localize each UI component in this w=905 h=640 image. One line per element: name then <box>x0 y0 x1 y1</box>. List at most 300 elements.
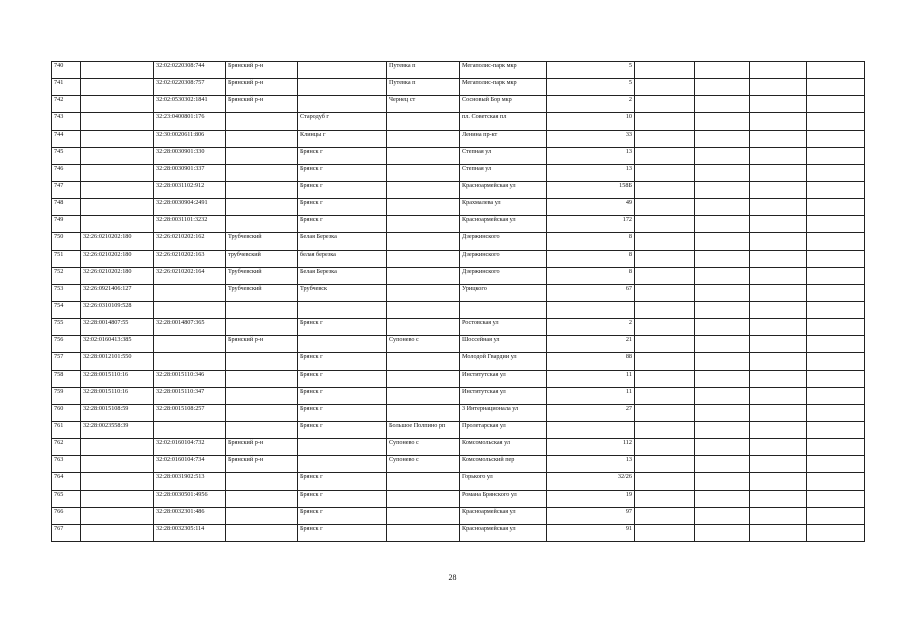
cell-land-parcel-number <box>81 62 154 79</box>
cell-empty <box>807 96 865 113</box>
cell-row-number: 749 <box>52 216 81 233</box>
cell-street: Пролетарская ул <box>460 421 547 438</box>
cell-house-number: 67 <box>547 284 635 301</box>
cell-empty <box>807 233 865 250</box>
cell-district <box>226 181 298 198</box>
cell-empty <box>695 473 750 490</box>
cell-district: Брянский р-н <box>226 336 298 353</box>
cell-empty <box>807 456 865 473</box>
cell-house-number: 2 <box>547 96 635 113</box>
cell-empty <box>807 404 865 421</box>
table-row <box>52 216 865 233</box>
cell-street: Дзержинского <box>460 267 547 284</box>
table-row <box>52 353 865 370</box>
cell-street: Институтская ул <box>460 370 547 387</box>
cell-row-number: 741 <box>52 79 81 96</box>
cell-empty <box>807 301 865 318</box>
cell-land-parcel-number <box>81 79 154 96</box>
cell-house-number: 5 <box>547 62 635 79</box>
cell-house-number: 158Б <box>547 181 635 198</box>
cell-empty <box>807 113 865 130</box>
cell-empty <box>695 216 750 233</box>
cell-street: Комсомольский пер <box>460 456 547 473</box>
cell-street: Ростовская ул <box>460 319 547 336</box>
cell-empty <box>695 353 750 370</box>
cell-city: Брянск г <box>298 164 387 181</box>
cell-house-number: 8 <box>547 267 635 284</box>
cell-house-number <box>547 301 635 318</box>
cell-cadastral-number: 32:28:0030901:330 <box>154 147 226 164</box>
cell-district <box>226 404 298 421</box>
cell-land-parcel-number: 32:26:0210202:180 <box>81 267 154 284</box>
cell-settlement <box>387 216 460 233</box>
records-table-body <box>52 62 865 542</box>
cell-empty <box>695 181 750 198</box>
cell-empty <box>807 370 865 387</box>
cell-district <box>226 387 298 404</box>
cell-empty <box>750 336 807 353</box>
cell-row-number: 763 <box>52 456 81 473</box>
cell-empty <box>750 284 807 301</box>
cell-cadastral-number <box>154 336 226 353</box>
cell-district: Брянский р-н <box>226 456 298 473</box>
table-row <box>52 456 865 473</box>
cell-cadastral-number: 32:26:0210202:162 <box>154 233 226 250</box>
cell-city: Брянск г <box>298 199 387 216</box>
cell-empty <box>635 404 695 421</box>
cell-city <box>298 79 387 96</box>
cell-street: Крахмалева ул <box>460 199 547 216</box>
cell-land-parcel-number: 32:26:0310109:528 <box>81 301 154 318</box>
cell-street: Романа Брянского ул <box>460 490 547 507</box>
cell-empty <box>695 113 750 130</box>
cell-settlement <box>387 199 460 216</box>
cell-cadastral-number: 32:26:0210202:163 <box>154 250 226 267</box>
cell-land-parcel-number <box>81 507 154 524</box>
cell-empty <box>635 233 695 250</box>
cell-district <box>226 216 298 233</box>
cell-house-number: 32/26 <box>547 473 635 490</box>
cell-empty <box>635 421 695 438</box>
cell-row-number: 756 <box>52 336 81 353</box>
cell-city <box>298 456 387 473</box>
cell-city: белая березка <box>298 250 387 267</box>
cell-empty <box>635 113 695 130</box>
cell-settlement: Супонево с <box>387 456 460 473</box>
cell-house-number: 2 <box>547 319 635 336</box>
cell-cadastral-number: 32:02:0220308:744 <box>154 62 226 79</box>
cell-cadastral-number <box>154 284 226 301</box>
cell-cadastral-number <box>154 421 226 438</box>
cell-row-number: 745 <box>52 147 81 164</box>
cell-land-parcel-number: 32:28:0015110:16 <box>81 387 154 404</box>
table-row <box>52 421 865 438</box>
table-row <box>52 62 865 79</box>
cell-city: Брянск г <box>298 524 387 541</box>
cell-empty <box>807 62 865 79</box>
cell-empty <box>807 353 865 370</box>
cell-row-number: 760 <box>52 404 81 421</box>
cell-house-number: 21 <box>547 336 635 353</box>
cell-cadastral-number: 32:23:0400801:176 <box>154 113 226 130</box>
cell-house-number: 13 <box>547 147 635 164</box>
cell-row-number: 752 <box>52 267 81 284</box>
cell-settlement: Большое Полпино рп <box>387 421 460 438</box>
cell-cadastral-number: 32:28:0015108:257 <box>154 404 226 421</box>
cell-empty <box>750 164 807 181</box>
cell-settlement <box>387 370 460 387</box>
cell-settlement <box>387 404 460 421</box>
cell-city: Брянск г <box>298 353 387 370</box>
cell-empty <box>807 250 865 267</box>
cell-row-number: 750 <box>52 233 81 250</box>
cell-empty <box>750 216 807 233</box>
cell-district: Трубчевский <box>226 284 298 301</box>
cell-cadastral-number: 32:02:0220308:757 <box>154 79 226 96</box>
cell-row-number: 766 <box>52 507 81 524</box>
cell-land-parcel-number <box>81 473 154 490</box>
cell-city: Брянск г <box>298 473 387 490</box>
cell-land-parcel-number <box>81 490 154 507</box>
cell-empty <box>750 490 807 507</box>
table-row <box>52 301 865 318</box>
cell-house-number: 91 <box>547 524 635 541</box>
cell-empty <box>807 490 865 507</box>
cell-city: Клинцы г <box>298 130 387 147</box>
cell-cadastral-number: 32:02:0530302:1841 <box>154 96 226 113</box>
cell-empty <box>750 404 807 421</box>
cell-city: Брянск г <box>298 421 387 438</box>
cell-settlement: Супонево с <box>387 336 460 353</box>
cell-empty <box>635 370 695 387</box>
table-row <box>52 113 865 130</box>
cell-empty <box>807 507 865 524</box>
table-row <box>52 490 865 507</box>
cell-settlement <box>387 284 460 301</box>
cell-empty <box>635 524 695 541</box>
table-row <box>52 439 865 456</box>
cell-house-number: 19 <box>547 490 635 507</box>
cell-land-parcel-number <box>81 439 154 456</box>
cell-district: Трубчевский <box>226 233 298 250</box>
cell-land-parcel-number <box>81 456 154 473</box>
cell-empty <box>807 216 865 233</box>
cell-row-number: 765 <box>52 490 81 507</box>
cell-empty <box>695 404 750 421</box>
cell-empty <box>750 301 807 318</box>
cell-cadastral-number <box>154 353 226 370</box>
cell-empty <box>695 250 750 267</box>
cell-settlement <box>387 130 460 147</box>
cell-row-number: 744 <box>52 130 81 147</box>
cell-row-number: 762 <box>52 439 81 456</box>
cell-cadastral-number: 32:28:0032305:114 <box>154 524 226 541</box>
cell-street: Институтская ул <box>460 387 547 404</box>
cell-empty <box>695 456 750 473</box>
cell-empty <box>635 507 695 524</box>
cell-empty <box>750 456 807 473</box>
cell-district <box>226 199 298 216</box>
cell-empty <box>750 353 807 370</box>
cell-empty <box>750 439 807 456</box>
cell-district: Брянский р-н <box>226 62 298 79</box>
cell-empty <box>750 199 807 216</box>
cell-house-number: 13 <box>547 164 635 181</box>
cell-empty <box>695 490 750 507</box>
table-row <box>52 370 865 387</box>
cell-row-number: 767 <box>52 524 81 541</box>
cell-city <box>298 439 387 456</box>
cell-empty <box>695 96 750 113</box>
cell-empty <box>750 387 807 404</box>
cell-empty <box>807 284 865 301</box>
cell-empty <box>807 181 865 198</box>
cell-district <box>226 147 298 164</box>
cell-settlement <box>387 507 460 524</box>
cell-street: Дзержинского <box>460 233 547 250</box>
cell-district <box>226 524 298 541</box>
cell-empty <box>635 250 695 267</box>
cell-empty <box>750 113 807 130</box>
cell-street: Степная ул <box>460 147 547 164</box>
cell-empty <box>635 181 695 198</box>
cell-empty <box>635 301 695 318</box>
cell-house-number: 27 <box>547 404 635 421</box>
cell-city <box>298 336 387 353</box>
cell-empty <box>750 130 807 147</box>
cell-district <box>226 507 298 524</box>
cell-cadastral-number: 32:02:0160104:732 <box>154 439 226 456</box>
cell-empty <box>807 473 865 490</box>
cell-empty <box>695 421 750 438</box>
cell-city <box>298 62 387 79</box>
table-row <box>52 284 865 301</box>
cell-land-parcel-number: 32:26:0921406:127 <box>81 284 154 301</box>
cell-cadastral-number: 32:26:0210202:164 <box>154 267 226 284</box>
cell-land-parcel-number <box>81 181 154 198</box>
cell-city: Трубчевск <box>298 284 387 301</box>
cell-empty <box>807 267 865 284</box>
cell-empty <box>635 336 695 353</box>
page-number: 28 <box>448 573 457 582</box>
cell-empty <box>750 370 807 387</box>
cell-cadastral-number: 32:28:0030501:4956 <box>154 490 226 507</box>
cell-settlement <box>387 524 460 541</box>
cell-street: Степная ул <box>460 164 547 181</box>
cell-empty <box>695 233 750 250</box>
cell-district <box>226 353 298 370</box>
cell-empty <box>807 524 865 541</box>
cell-empty <box>750 421 807 438</box>
cell-row-number: 755 <box>52 319 81 336</box>
cell-empty <box>807 164 865 181</box>
cell-cadastral-number: 32:28:0032301:486 <box>154 507 226 524</box>
cell-empty <box>695 79 750 96</box>
cell-district <box>226 164 298 181</box>
cell-row-number: 740 <box>52 62 81 79</box>
cell-empty <box>635 79 695 96</box>
cell-settlement <box>387 250 460 267</box>
cell-land-parcel-number: 32:26:0210202:180 <box>81 250 154 267</box>
cell-district <box>226 473 298 490</box>
cell-street: Красноармейская ул <box>460 507 547 524</box>
cell-street: Урицкого <box>460 284 547 301</box>
cell-city: Брянск г <box>298 387 387 404</box>
cell-district: трубчевский <box>226 250 298 267</box>
cell-cadastral-number: 32:02:0160104:734 <box>154 456 226 473</box>
cell-empty <box>807 421 865 438</box>
cell-row-number: 759 <box>52 387 81 404</box>
cell-land-parcel-number <box>81 147 154 164</box>
cell-district <box>226 113 298 130</box>
cell-empty <box>695 319 750 336</box>
cell-house-number: 10 <box>547 113 635 130</box>
cell-land-parcel-number <box>81 524 154 541</box>
cell-street: Красноармейская ул <box>460 216 547 233</box>
cell-cadastral-number: 32:28:0030901:337 <box>154 164 226 181</box>
cell-empty <box>635 284 695 301</box>
cell-cadastral-number: 32:28:0015110:347 <box>154 387 226 404</box>
cell-cadastral-number: 32:30:0020611:806 <box>154 130 226 147</box>
cell-settlement: Путевка п <box>387 62 460 79</box>
cell-settlement: Супонево с <box>387 439 460 456</box>
cell-empty <box>635 319 695 336</box>
cell-empty <box>807 387 865 404</box>
cell-empty <box>750 250 807 267</box>
cell-house-number: 8 <box>547 250 635 267</box>
cell-city: Белая Березка <box>298 233 387 250</box>
cell-house-number: 172 <box>547 216 635 233</box>
cell-land-parcel-number: 32:28:0012101:550 <box>81 353 154 370</box>
table-row <box>52 387 865 404</box>
cell-district <box>226 301 298 318</box>
cell-city: Брянск г <box>298 507 387 524</box>
cell-settlement: Чернец ст <box>387 96 460 113</box>
cell-empty <box>695 284 750 301</box>
cell-row-number: 754 <box>52 301 81 318</box>
cell-empty <box>695 199 750 216</box>
cell-settlement <box>387 353 460 370</box>
cell-land-parcel-number <box>81 199 154 216</box>
cell-house-number: 49 <box>547 199 635 216</box>
cell-house-number <box>547 421 635 438</box>
table-row <box>52 319 865 336</box>
cell-empty <box>695 267 750 284</box>
table-row <box>52 473 865 490</box>
cell-empty <box>807 439 865 456</box>
cell-city <box>298 96 387 113</box>
cell-street: Горького ул <box>460 473 547 490</box>
cell-empty <box>807 130 865 147</box>
cell-district: Брянский р-н <box>226 79 298 96</box>
cell-empty <box>807 79 865 96</box>
cell-empty <box>750 319 807 336</box>
table-row <box>52 130 865 147</box>
cell-land-parcel-number: 32:28:0014807:55 <box>81 319 154 336</box>
cell-district <box>226 370 298 387</box>
cell-settlement <box>387 147 460 164</box>
cell-city: Брянск г <box>298 216 387 233</box>
table-row <box>52 250 865 267</box>
cell-city: Белая Березка <box>298 267 387 284</box>
cell-district <box>226 421 298 438</box>
cell-empty <box>695 387 750 404</box>
cell-empty <box>807 336 865 353</box>
cell-row-number: 746 <box>52 164 81 181</box>
table-row <box>52 336 865 353</box>
cell-empty <box>750 181 807 198</box>
cell-settlement <box>387 233 460 250</box>
table-row <box>52 96 865 113</box>
cell-empty <box>695 439 750 456</box>
cell-district <box>226 319 298 336</box>
cell-settlement <box>387 267 460 284</box>
cell-empty <box>635 164 695 181</box>
cell-district: Трубчевский <box>226 267 298 284</box>
cell-empty <box>695 164 750 181</box>
cell-empty <box>635 353 695 370</box>
cell-empty <box>635 199 695 216</box>
cell-cadastral-number <box>154 301 226 318</box>
cell-land-parcel-number: 32:26:0210202:180 <box>81 233 154 250</box>
cell-cadastral-number: 32:28:0014807:365 <box>154 319 226 336</box>
cell-empty <box>750 524 807 541</box>
cell-district <box>226 130 298 147</box>
cell-settlement <box>387 473 460 490</box>
cell-empty <box>635 490 695 507</box>
cell-settlement <box>387 301 460 318</box>
cell-house-number: 112 <box>547 439 635 456</box>
cell-city: Брянск г <box>298 404 387 421</box>
cell-empty <box>635 267 695 284</box>
cell-street: Шоссейная ул <box>460 336 547 353</box>
cell-empty <box>635 387 695 404</box>
cell-row-number: 764 <box>52 473 81 490</box>
cell-empty <box>750 473 807 490</box>
cell-row-number: 758 <box>52 370 81 387</box>
cell-cadastral-number: 32:28:0031101:3232 <box>154 216 226 233</box>
cell-street: Комсомольская ул <box>460 439 547 456</box>
cell-cadastral-number: 32:28:0031902:513 <box>154 473 226 490</box>
cell-district: Брянский р-н <box>226 96 298 113</box>
cell-empty <box>695 370 750 387</box>
cell-city: Стародуб г <box>298 113 387 130</box>
cell-empty <box>695 301 750 318</box>
cell-empty <box>750 62 807 79</box>
cell-settlement <box>387 113 460 130</box>
cell-empty <box>635 456 695 473</box>
cell-empty <box>695 524 750 541</box>
cell-house-number: 33 <box>547 130 635 147</box>
cell-empty <box>635 216 695 233</box>
cell-street: Мегаполис-парк мкр <box>460 62 547 79</box>
table-row <box>52 233 865 250</box>
cell-house-number: 11 <box>547 370 635 387</box>
cell-empty <box>750 267 807 284</box>
cell-row-number: 761 <box>52 421 81 438</box>
table-row <box>52 147 865 164</box>
cell-city <box>298 301 387 318</box>
cell-empty <box>750 79 807 96</box>
cell-house-number: 13 <box>547 456 635 473</box>
cell-street: Сосновый Бор мкр <box>460 96 547 113</box>
cell-house-number: 88 <box>547 353 635 370</box>
cell-empty <box>750 147 807 164</box>
cell-empty <box>807 199 865 216</box>
cell-street: 3 Интернационала ул <box>460 404 547 421</box>
cell-empty <box>635 130 695 147</box>
cell-street: Мегаполис-парк мкр <box>460 79 547 96</box>
